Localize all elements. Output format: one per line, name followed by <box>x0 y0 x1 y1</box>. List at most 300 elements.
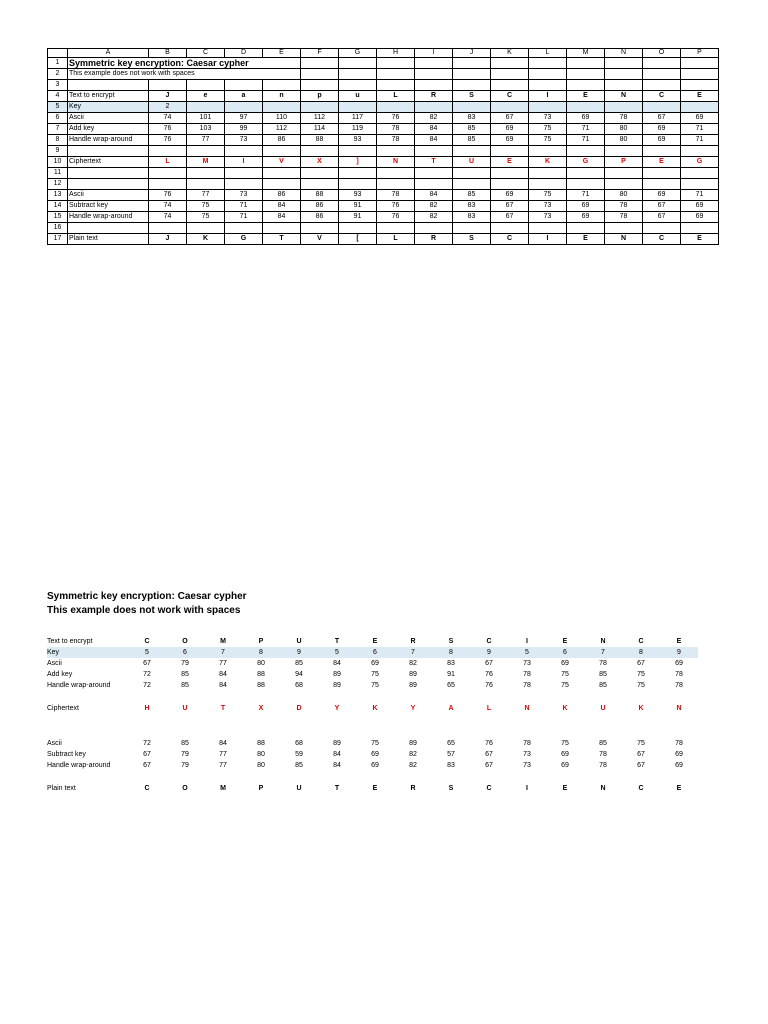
cell: 88 <box>257 671 265 678</box>
cell[interactable] <box>567 102 605 113</box>
cell[interactable] <box>377 102 415 113</box>
row-label: Handle wrap-around <box>47 762 111 769</box>
cell[interactable]: 85 <box>453 135 491 146</box>
cell: 89 <box>409 671 417 678</box>
sheet-row-1 <box>48 58 719 69</box>
cell[interactable]: T <box>263 234 301 245</box>
row-number: 5 <box>48 102 68 113</box>
column-header[interactable]: F <box>301 49 339 58</box>
cell[interactable]: e <box>187 91 225 102</box>
column-header[interactable]: N <box>605 49 643 58</box>
cell[interactable]: 69 <box>491 124 529 135</box>
cell[interactable]: J <box>149 234 187 245</box>
cell: I <box>526 785 528 792</box>
cell[interactable]: L <box>377 91 415 102</box>
cell[interactable]: 78 <box>605 212 643 223</box>
cell: 85 <box>295 660 303 667</box>
column-header[interactable]: M <box>567 49 605 58</box>
cell[interactable]: K <box>529 157 567 168</box>
cell[interactable]: I <box>529 91 567 102</box>
cell[interactable]: 71 <box>681 124 719 135</box>
cell: 78 <box>523 671 531 678</box>
cell: M <box>220 638 226 645</box>
print-row-ascii <box>47 658 698 669</box>
cell[interactable]: 74 <box>149 201 187 212</box>
cell[interactable]: 73 <box>225 135 263 146</box>
cell[interactable] <box>453 102 491 113</box>
cell[interactable]: 80 <box>605 124 643 135</box>
row-label[interactable]: Ascii <box>68 190 149 201</box>
cell[interactable]: 69 <box>567 212 605 223</box>
print-row-plain-text <box>47 783 698 794</box>
column-header[interactable]: L <box>529 49 567 58</box>
cell: 89 <box>333 671 341 678</box>
cell[interactable]: 75 <box>529 135 567 146</box>
cell: 78 <box>675 740 683 747</box>
cell[interactable]: 84 <box>415 124 453 135</box>
cell[interactable]: 76 <box>149 190 187 201</box>
cell[interactable]: 78 <box>605 113 643 124</box>
cell[interactable] <box>415 102 453 113</box>
cell[interactable]: 71 <box>681 190 719 201</box>
cell[interactable]: 69 <box>681 201 719 212</box>
cell[interactable]: 83 <box>453 212 491 223</box>
cell[interactable]: 76 <box>377 212 415 223</box>
cell[interactable]: N <box>605 234 643 245</box>
cell: 75 <box>371 671 379 678</box>
cell: 8 <box>432 647 470 658</box>
cell[interactable]: 114 <box>301 124 339 135</box>
cell[interactable]: 84 <box>263 201 301 212</box>
column-header[interactable]: H <box>377 49 415 58</box>
cell: 68 <box>295 682 303 689</box>
cell: 7 <box>394 647 432 658</box>
cell: N <box>600 785 606 792</box>
sheet-row-2 <box>48 69 719 80</box>
row-label[interactable]: Handle wrap-around <box>68 135 149 146</box>
cell: 65 <box>447 740 455 747</box>
print-spacer <box>47 726 698 738</box>
row-number: 10 <box>48 157 68 168</box>
cell: 73 <box>523 660 531 667</box>
cell[interactable]: 71 <box>567 135 605 146</box>
cell[interactable]: E <box>567 91 605 102</box>
cell[interactable]: 91 <box>339 212 377 223</box>
row-number: 7 <box>48 124 68 135</box>
cell[interactable]: 76 <box>149 124 187 135</box>
cell: D <box>296 705 302 712</box>
cell: 67 <box>143 751 151 758</box>
row-label[interactable]: Text to encrypt <box>68 91 149 102</box>
cell[interactable]: C <box>643 234 681 245</box>
cell[interactable]: G <box>681 157 719 168</box>
column-header[interactable]: A <box>68 49 149 58</box>
cell[interactable]: I <box>225 157 263 168</box>
cell: 84 <box>333 751 341 758</box>
cell[interactable]: 69 <box>567 201 605 212</box>
column-header-row <box>48 49 719 58</box>
cell: 88 <box>257 740 265 747</box>
cell[interactable]: E <box>643 157 681 168</box>
cell: P <box>258 638 264 645</box>
cell[interactable]: M <box>187 157 225 168</box>
cell: K <box>562 705 568 712</box>
cell[interactable]: 77 <box>187 135 225 146</box>
cell[interactable] <box>681 102 719 113</box>
cell[interactable]: 83 <box>453 201 491 212</box>
column-header[interactable]: C <box>187 49 225 58</box>
cell: 69 <box>371 660 379 667</box>
cell[interactable]: 71 <box>567 190 605 201</box>
cell: 85 <box>295 762 303 769</box>
cell[interactable]: 71 <box>681 135 719 146</box>
column-header[interactable]: P <box>681 49 719 58</box>
sheet-row-text-to-encrypt <box>48 91 719 102</box>
row-number: 6 <box>48 113 68 124</box>
cell[interactable]: 85 <box>453 190 491 201</box>
cell: 67 <box>485 660 493 667</box>
cell[interactable]: 84 <box>415 190 453 201</box>
cell[interactable]: u <box>339 91 377 102</box>
column-header[interactable]: O <box>643 49 681 58</box>
cell: 69 <box>675 751 683 758</box>
cell: 77 <box>219 660 227 667</box>
cell[interactable]: 71 <box>225 212 263 223</box>
cell[interactable]: 86 <box>301 212 339 223</box>
cell[interactable]: 69 <box>681 212 719 223</box>
cell[interactable] <box>339 102 377 113</box>
cell: 78 <box>599 751 607 758</box>
cell[interactable]: C <box>643 91 681 102</box>
cell: T <box>334 785 340 792</box>
cell[interactable]: N <box>605 91 643 102</box>
cell[interactable]: 67 <box>491 201 529 212</box>
cell: 5 <box>128 647 166 658</box>
cell[interactable]: 69 <box>491 135 529 146</box>
cell[interactable]: E <box>681 91 719 102</box>
cell[interactable]: 110 <box>263 113 301 124</box>
cell[interactable]: K <box>187 234 225 245</box>
cell[interactable]: 80 <box>605 190 643 201</box>
cell[interactable]: 67 <box>491 212 529 223</box>
cell[interactable]: 74 <box>149 113 187 124</box>
cell: U <box>296 638 302 645</box>
cell[interactable]: J <box>149 91 187 102</box>
cell[interactable]: 84 <box>263 212 301 223</box>
cell: 89 <box>409 682 417 689</box>
cell[interactable]: 67 <box>643 201 681 212</box>
cell[interactable]: 69 <box>643 135 681 146</box>
cell: 77 <box>219 751 227 758</box>
cell: 6 <box>546 647 584 658</box>
cell[interactable]: 69 <box>681 113 719 124</box>
cell[interactable]: 2 <box>149 102 187 113</box>
print-row-subtract-key <box>47 749 698 760</box>
cell[interactable]: I <box>529 234 567 245</box>
cell[interactable]: 67 <box>643 113 681 124</box>
spreadsheet-grid <box>47 48 719 245</box>
cell[interactable]: 76 <box>149 135 187 146</box>
cell: 78 <box>523 682 531 689</box>
cell: 78 <box>599 660 607 667</box>
cell: O <box>182 785 188 792</box>
cell[interactable]: 78 <box>377 135 415 146</box>
cell[interactable]: V <box>263 157 301 168</box>
cell[interactable]: 74 <box>149 212 187 223</box>
cell: 68 <box>295 740 303 747</box>
cell[interactable]: ] <box>339 157 377 168</box>
row-label[interactable]: Plain text <box>68 234 149 245</box>
sheet-title[interactable]: Symmetric key encryption: Caesar cypher <box>68 58 301 69</box>
cell[interactable]: 119 <box>339 124 377 135</box>
cell: 65 <box>447 682 455 689</box>
cell[interactable]: E <box>491 157 529 168</box>
cell[interactable]: 69 <box>643 124 681 135</box>
row-label: Subtract key <box>47 751 86 758</box>
row-number: 9 <box>48 146 68 157</box>
cell[interactable]: 93 <box>339 135 377 146</box>
cell: S <box>448 785 454 792</box>
cell[interactable]: 86 <box>263 135 301 146</box>
cell[interactable]: 67 <box>491 113 529 124</box>
cell: 85 <box>599 671 607 678</box>
cell[interactable]: 73 <box>529 113 567 124</box>
row-label[interactable]: Ascii <box>68 113 149 124</box>
cell[interactable] <box>263 102 301 113</box>
cell[interactable]: 75 <box>529 124 567 135</box>
cell: 85 <box>181 671 189 678</box>
cell[interactable] <box>187 102 225 113</box>
column-header[interactable]: E <box>263 49 301 58</box>
cell: 79 <box>181 660 189 667</box>
cell[interactable]: C <box>491 91 529 102</box>
column-header[interactable]: G <box>339 49 377 58</box>
row-label: Add key <box>47 671 73 678</box>
sheet-row-plain-text <box>48 234 719 245</box>
cell[interactable]: 76 <box>377 113 415 124</box>
cell[interactable]: 117 <box>339 113 377 124</box>
cell[interactable]: 69 <box>643 190 681 201</box>
column-header[interactable]: D <box>225 49 263 58</box>
cell: M <box>220 785 226 792</box>
cell: 78 <box>599 762 607 769</box>
cell: E <box>372 785 378 792</box>
cell[interactable]: 86 <box>263 190 301 201</box>
cell: N <box>600 638 606 645</box>
row-label[interactable]: Subtract key <box>68 201 149 212</box>
cell[interactable]: G <box>567 157 605 168</box>
cell: S <box>448 638 454 645</box>
cell: E <box>676 785 682 792</box>
cell: 91 <box>447 671 455 678</box>
cell: 5 <box>508 647 546 658</box>
cell[interactable]: 101 <box>187 113 225 124</box>
cell[interactable]: G <box>225 234 263 245</box>
cell[interactable]: 67 <box>643 212 681 223</box>
cell: C <box>638 638 644 645</box>
row-number: 3 <box>48 80 68 91</box>
cell: 82 <box>409 751 417 758</box>
cell: 79 <box>181 762 189 769</box>
row-label: Text to encrypt <box>47 638 93 645</box>
cell[interactable] <box>529 102 567 113</box>
cell[interactable]: a <box>225 91 263 102</box>
cell[interactable]: 97 <box>225 113 263 124</box>
cell[interactable]: L <box>149 157 187 168</box>
cell: 72 <box>143 740 151 747</box>
cell: 94 <box>295 671 303 678</box>
cell[interactable]: 69 <box>491 190 529 201</box>
sheet-row-ascii-decrypt <box>48 190 719 201</box>
print-row-ascii-decrypt <box>47 738 698 749</box>
print-title: Symmetric key encryption: Caesar cypher <box>47 591 247 602</box>
cell[interactable] <box>491 102 529 113</box>
print-subtitle: This example does not work with spaces <box>47 605 241 616</box>
cell[interactable]: V <box>301 234 339 245</box>
cell: I <box>526 638 528 645</box>
sheet-row-key <box>48 102 719 113</box>
cell: 67 <box>637 660 645 667</box>
cell: 67 <box>485 751 493 758</box>
cell[interactable]: N <box>377 157 415 168</box>
cell[interactable] <box>605 102 643 113</box>
cell[interactable]: n <box>263 91 301 102</box>
row-label[interactable]: Key <box>68 102 149 113</box>
cell: C <box>638 785 644 792</box>
cell[interactable]: p <box>301 91 339 102</box>
cell: 76 <box>485 671 493 678</box>
column-header[interactable]: J <box>453 49 491 58</box>
cell: 88 <box>257 682 265 689</box>
cell[interactable]: 78 <box>377 190 415 201</box>
cell: C <box>486 785 492 792</box>
cell[interactable]: 75 <box>529 190 567 201</box>
cell[interactable]: 86 <box>301 201 339 212</box>
cell[interactable]: 71 <box>225 201 263 212</box>
cell: P <box>258 785 264 792</box>
cell[interactable]: 80 <box>605 135 643 146</box>
cell[interactable]: P <box>605 157 643 168</box>
cell: 89 <box>333 740 341 747</box>
cell[interactable]: 73 <box>225 190 263 201</box>
cell[interactable]: X <box>301 157 339 168</box>
cell[interactable]: 78 <box>377 124 415 135</box>
row-label[interactable]: Add key <box>68 124 149 135</box>
sheet-row-12 <box>48 179 719 190</box>
cell[interactable]: R <box>415 234 453 245</box>
cell: 78 <box>675 682 683 689</box>
cell[interactable] <box>301 102 339 113</box>
cell: K <box>372 705 378 712</box>
cell[interactable] <box>643 102 681 113</box>
cell[interactable]: C <box>491 234 529 245</box>
cell[interactable]: R <box>415 91 453 102</box>
column-header[interactable]: K <box>491 49 529 58</box>
row-number: 1 <box>48 58 68 69</box>
cell[interactable]: 69 <box>567 113 605 124</box>
cell: C <box>486 638 492 645</box>
cell[interactable]: 99 <box>225 124 263 135</box>
cell[interactable]: 82 <box>415 212 453 223</box>
cell: X <box>258 705 264 712</box>
cell[interactable] <box>225 102 263 113</box>
cell[interactable]: 91 <box>339 201 377 212</box>
cell: 69 <box>675 762 683 769</box>
cell[interactable]: 112 <box>263 124 301 135</box>
cell[interactable]: 93 <box>339 190 377 201</box>
cell[interactable]: E <box>567 234 605 245</box>
cell: N <box>676 705 682 712</box>
cell: 84 <box>219 740 227 747</box>
cell: 80 <box>257 762 265 769</box>
cell[interactable]: 85 <box>453 124 491 135</box>
cell[interactable]: L <box>377 234 415 245</box>
cell[interactable]: 75 <box>187 201 225 212</box>
cell: 75 <box>561 740 569 747</box>
cell[interactable]: 73 <box>529 212 567 223</box>
cell: 7 <box>584 647 622 658</box>
cell: 83 <box>447 762 455 769</box>
cell: 67 <box>485 762 493 769</box>
cell[interactable]: 112 <box>301 113 339 124</box>
cell: 8 <box>622 647 660 658</box>
sheet-row-wrap-around <box>48 135 719 146</box>
row-number: 12 <box>48 179 68 190</box>
cell: 78 <box>523 740 531 747</box>
print-header <box>47 590 719 618</box>
cell[interactable]: 77 <box>187 190 225 201</box>
column-header[interactable]: B <box>149 49 187 58</box>
cell[interactable]: 82 <box>415 201 453 212</box>
cell: 84 <box>219 682 227 689</box>
sheet-row-ciphertext <box>48 157 719 168</box>
row-number: 2 <box>48 69 68 80</box>
cell[interactable]: U <box>453 157 491 168</box>
print-table <box>47 636 698 794</box>
cell: E <box>562 785 568 792</box>
row-label[interactable]: Ciphertext <box>68 157 149 168</box>
cell[interactable]: 88 <box>301 135 339 146</box>
cell[interactable]: 76 <box>377 201 415 212</box>
cell[interactable]: S <box>453 91 491 102</box>
corner-cell[interactable] <box>48 49 68 58</box>
cell[interactable]: 78 <box>605 201 643 212</box>
cell[interactable]: E <box>681 234 719 245</box>
cell: U <box>600 705 606 712</box>
sheet-subtitle[interactable]: This example does not work with spaces <box>68 69 301 80</box>
sheet-row-wrap-around-decrypt <box>48 212 719 223</box>
cell: 73 <box>523 762 531 769</box>
row-number: 4 <box>48 91 68 102</box>
column-header[interactable]: I <box>415 49 453 58</box>
row-label: Plain text <box>47 785 76 792</box>
cell[interactable]: 83 <box>453 113 491 124</box>
cell[interactable]: 88 <box>301 190 339 201</box>
cell[interactable]: 82 <box>415 113 453 124</box>
cell[interactable]: 84 <box>415 135 453 146</box>
cell[interactable]: [ <box>339 234 377 245</box>
cell[interactable]: S <box>453 234 491 245</box>
cell[interactable]: T <box>415 157 453 168</box>
cell: 84 <box>219 671 227 678</box>
row-label[interactable]: Handle wrap-around <box>68 212 149 223</box>
cell: L <box>486 705 492 712</box>
cell[interactable]: 103 <box>187 124 225 135</box>
row-number: 13 <box>48 190 68 201</box>
cell[interactable]: 75 <box>187 212 225 223</box>
cell[interactable]: 71 <box>567 124 605 135</box>
cell[interactable]: 73 <box>529 201 567 212</box>
